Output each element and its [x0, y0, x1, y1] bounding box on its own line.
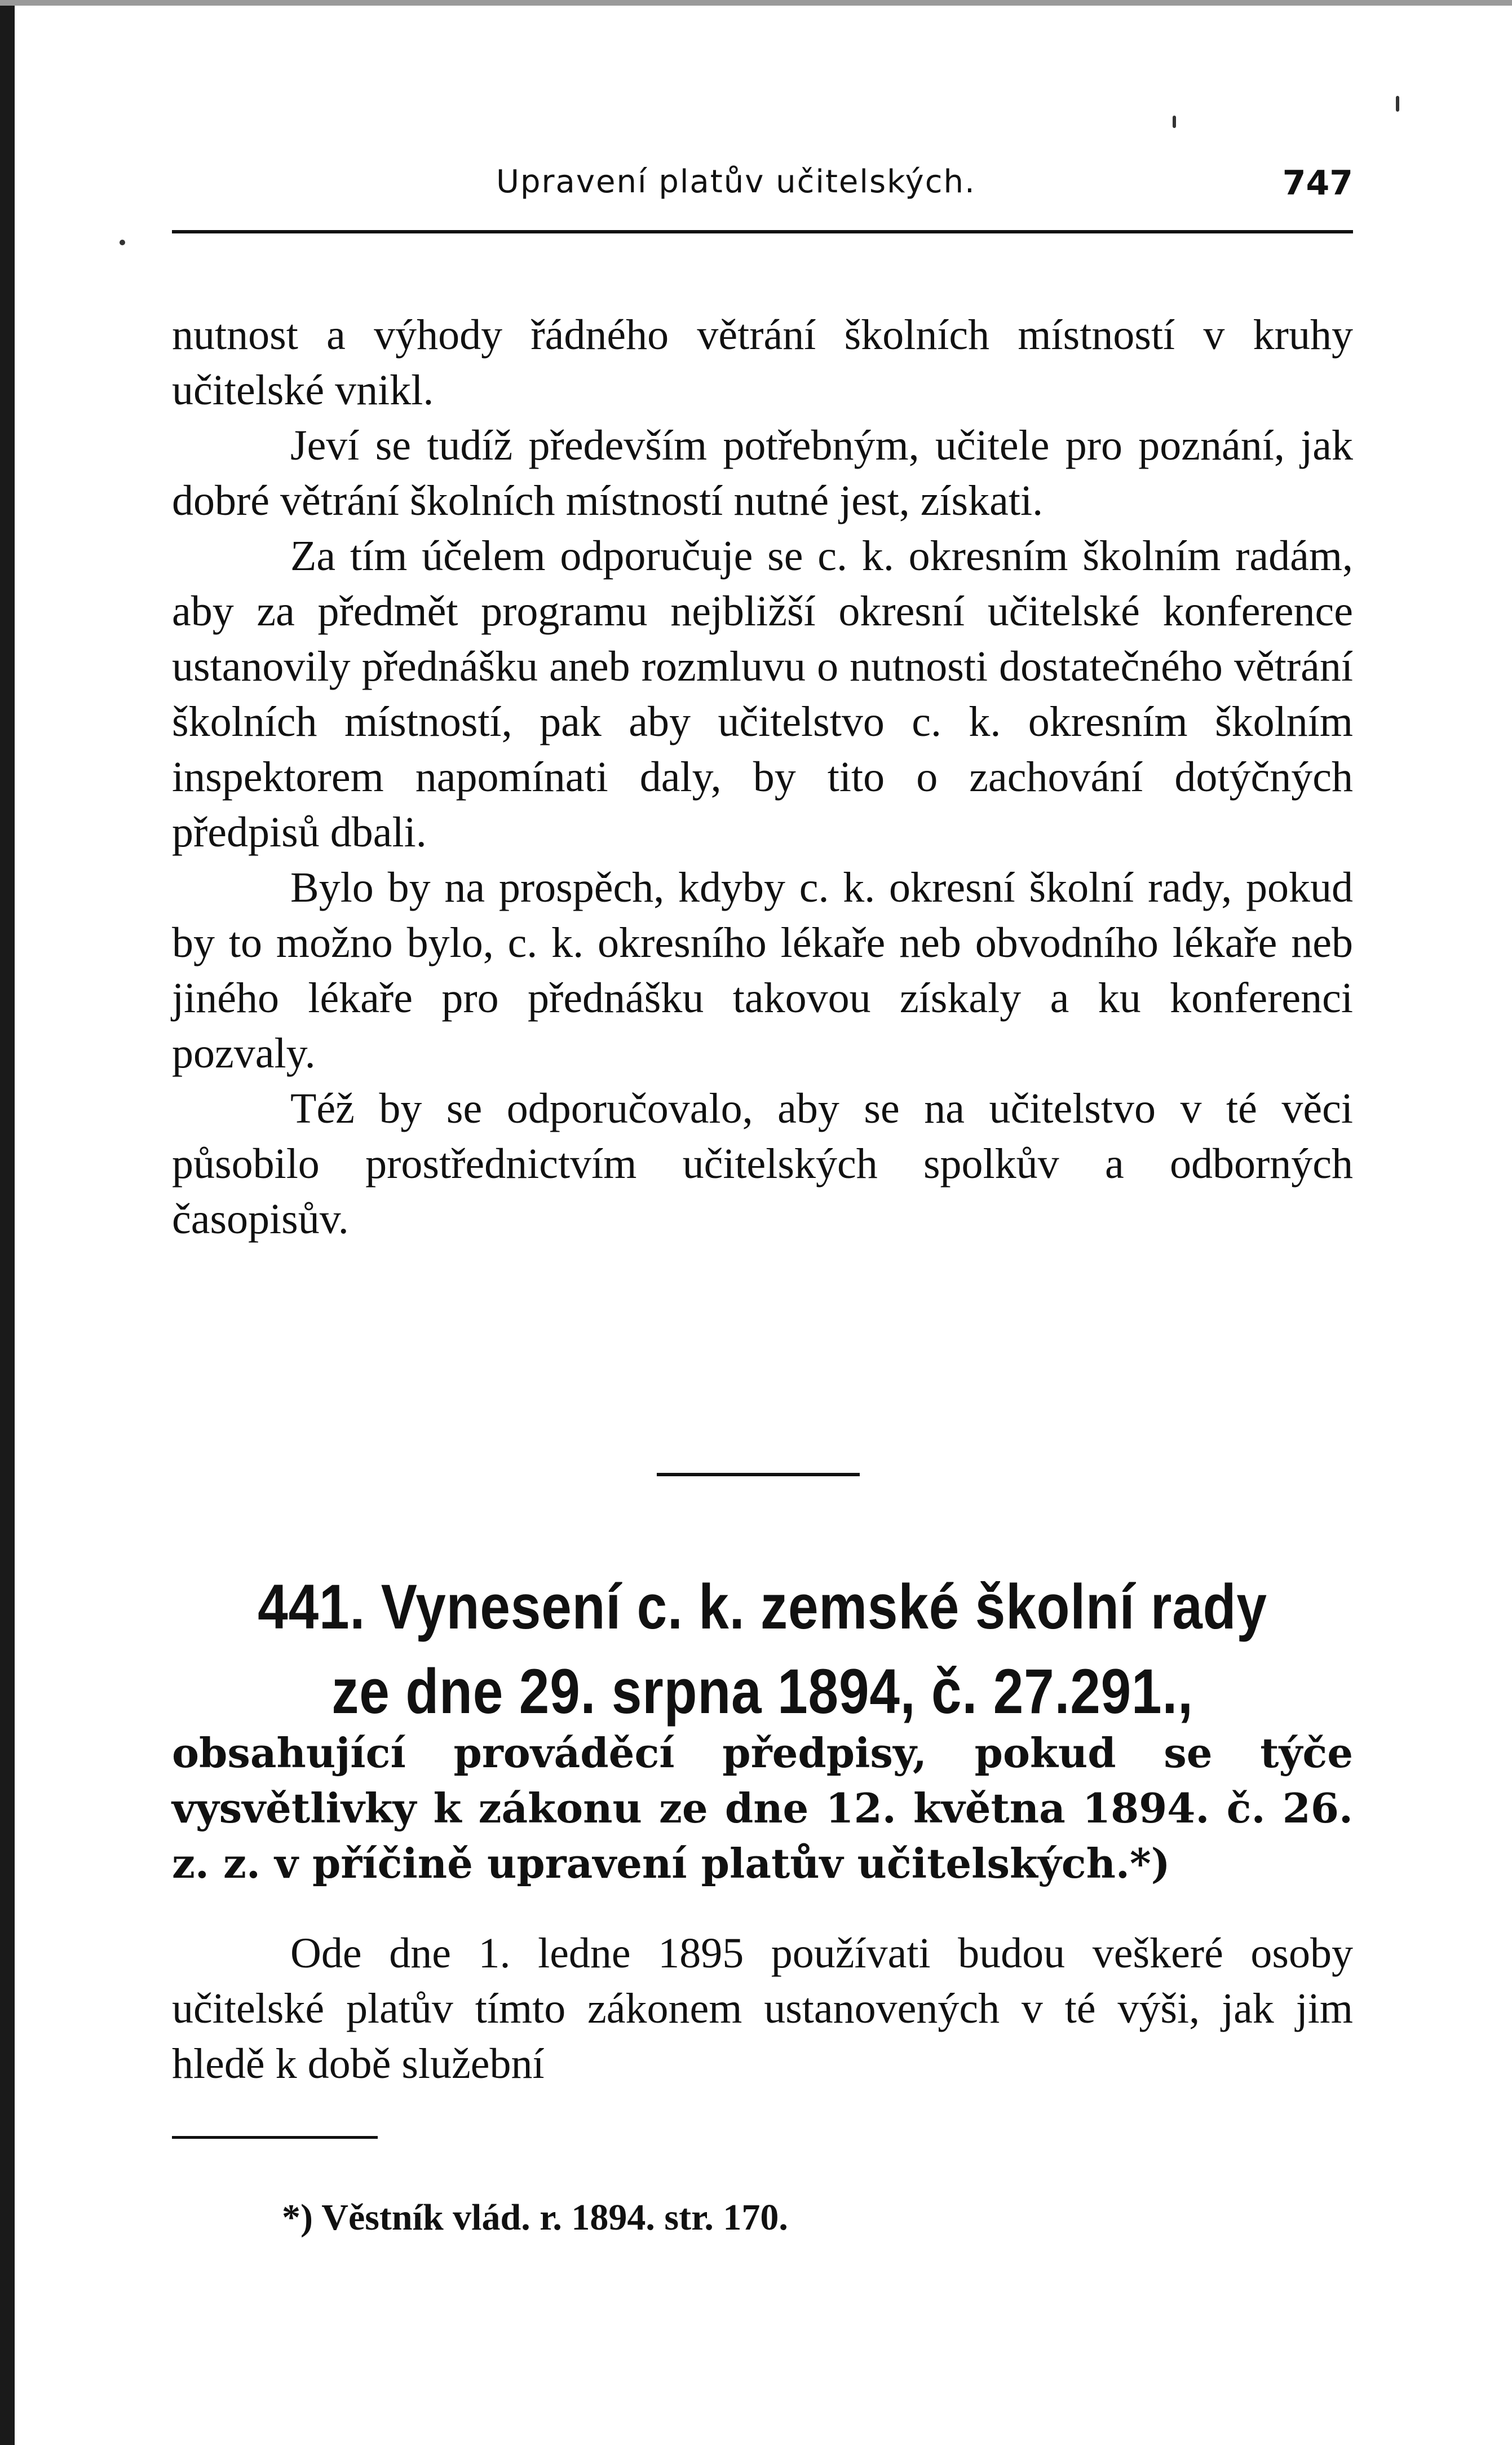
scan-left-border	[0, 0, 15, 2445]
paragraph: Ode dne 1. ledne 1895 používati budou veškeré osoby učitelské platův tímto zákonem ustanovených v té výši, jak jim hledě k době služební	[172, 1930, 1353, 2087]
scan-speck	[1173, 116, 1176, 128]
footnote: *) Věstník vlád. r. 1894. str. 170.	[282, 2197, 788, 2238]
paragraph: Bylo by na prospěch, kdyby c. k. okresní školní rady, pokud by to možno bylo, c. k. okresního lékaře neb obvodního lékaře neb jiného lékaře pro přednášku takovou získaly a ku konferenci pozvaly.	[172, 864, 1353, 1077]
scan-top-border	[0, 0, 1512, 6]
page-number: 747	[1282, 164, 1353, 203]
scan-speck	[1396, 96, 1399, 112]
decree-body	[172, 1926, 1353, 2091]
decree-heading	[255, 1565, 1271, 1734]
decree-heading-line: 441. Vynesení c. k. zemské školní rady	[258, 1572, 1267, 1642]
paragraph: Za tím účelem odporučuje se c. k. okresním školním radám, aby za předmět programu nejbližší okresní učitelské konference ustanovily přednášku aneb rozmluvu o nutnosti dostatečného větrání školních místností, pak aby učitelstvo c. k. okresním školním inspektorem napomínati daly, by tito o zachování dotýčných předpisů dbali.	[172, 532, 1353, 856]
body-text	[172, 307, 1353, 1247]
paragraph: Jeví se tudíž především potřebným, učitele pro poznání, jak dobré větrání školních místností nutné jest, získati.	[172, 422, 1353, 524]
section-divider	[657, 1473, 860, 1476]
decree-subtitle-text: obsahující prováděcí předpisy, pokud se týče vysvětlivky k zákonu ze dne 12. května 1894. č. 26. z. z. v příčině upravení platův učitelských.*)	[172, 1729, 1353, 1887]
running-title: Upravení platův učitelských.	[496, 164, 976, 200]
page-header	[172, 164, 1353, 214]
footnote-rule	[172, 2136, 378, 2139]
decree-heading-line: ze dne 29. srpna 1894, č. 27.291.,	[331, 1656, 1193, 1727]
scan-speck	[120, 240, 125, 245]
header-rule	[172, 230, 1353, 233]
paragraph: Též by se odporučovalo, aby se na učitelstvo v té věci působilo prostřednictvím učitelských spolkův a odborných časopisův.	[172, 1085, 1353, 1243]
decree-subtitle	[172, 1725, 1353, 1891]
paragraph: nutnost a výhody řádného větrání školních místností v kruhy učitelské vnikl.	[172, 311, 1353, 414]
